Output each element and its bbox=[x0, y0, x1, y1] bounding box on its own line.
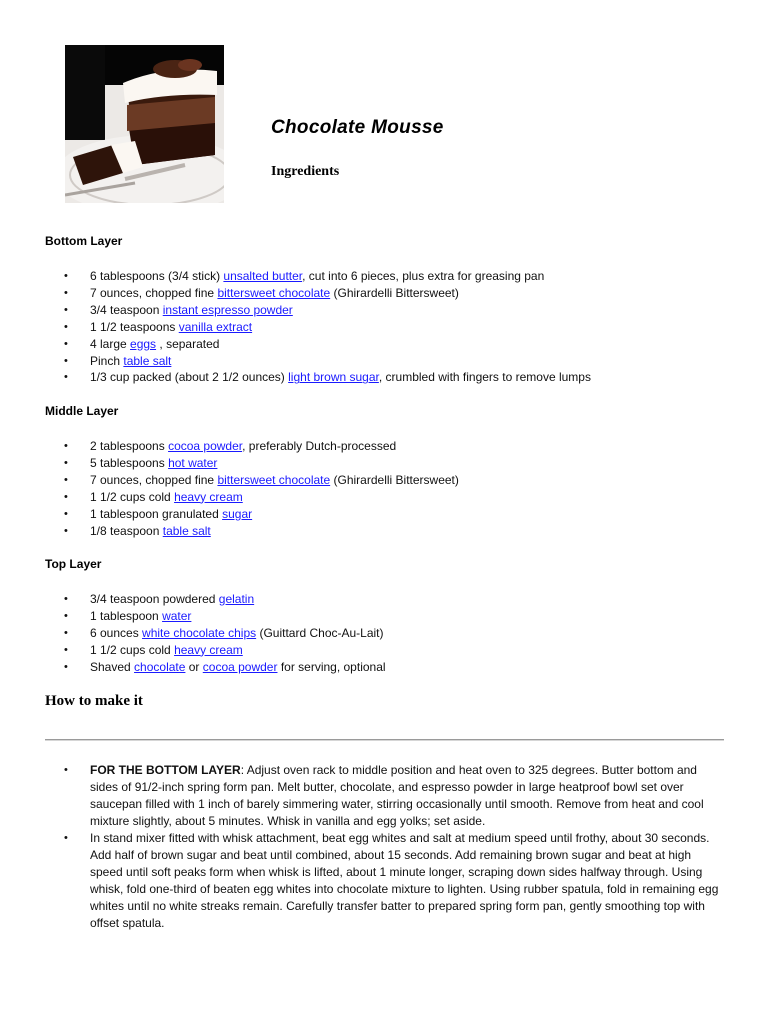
list-item: • 3/4 teaspoon instant espresso powder bbox=[45, 302, 591, 319]
list-item: • 1 1/2 cups cold heavy cream bbox=[45, 642, 386, 659]
list-item: • 1/8 teaspoon table salt bbox=[45, 523, 459, 540]
ingredient-link[interactable]: water bbox=[162, 608, 192, 623]
middle-layer-list bbox=[45, 438, 459, 539]
ingredient-link[interactable]: light brown sugar bbox=[288, 370, 379, 385]
list-item: • 4 large eggs , separated bbox=[45, 336, 591, 353]
list-item: • 2 tablespoons cocoa powder, preferably Dutch-processed bbox=[45, 438, 459, 455]
ingredient-link[interactable]: sugar bbox=[222, 506, 253, 521]
list-item: • 6 tablespoons (3/4 stick) unsalted butter, cut into 6 pieces, plus extra for greasing pan bbox=[45, 268, 591, 285]
ingredient-link[interactable]: gelatin bbox=[218, 592, 255, 606]
ingredient-link[interactable]: unsalted butter bbox=[223, 269, 303, 283]
recipe-title: Chocolate Mousse bbox=[271, 117, 444, 138]
ingredient-link[interactable]: heavy cream bbox=[174, 642, 243, 657]
ingredients-heading: Ingredients bbox=[271, 164, 340, 179]
list-item: • 5 tablespoons hot water bbox=[45, 455, 459, 472]
list-item: • 1 1/2 teaspoons vanilla extract bbox=[45, 319, 591, 336]
ingredient-link[interactable]: cocoa powder bbox=[168, 439, 243, 453]
ingredient-link[interactable]: instant espresso powder bbox=[162, 302, 293, 317]
top-layer-list bbox=[45, 591, 386, 676]
middle-layer-heading: Middle Layer bbox=[45, 404, 119, 418]
bottom-layer-list bbox=[45, 268, 591, 386]
how-to-heading: How to make it bbox=[45, 693, 143, 709]
step-text: : Adjust oven rack to middle position and heat oven to 325 degrees. Butter bottom and sides of 91/2-inch spring form pan. Melt butter, chocolate, and espresso powder in large heatproof bowl set over saucepan filled with 1 inch of barely simmering water, stirring occasionally until smooth. Remove from heat and cool mixture slightly, about 5 minutes. Whisk in vanilla and egg yolks; set aside. bbox=[90, 763, 704, 828]
ingredient-link[interactable]: chocolate bbox=[134, 659, 186, 674]
list-item: • 1 tablespoon granulated sugar bbox=[45, 506, 459, 523]
ingredient-link[interactable]: heavy cream bbox=[174, 489, 243, 504]
divider bbox=[45, 739, 724, 741]
ingredient-link[interactable]: bittersweet chocolate bbox=[217, 285, 331, 300]
bottom-layer-heading: Bottom Layer bbox=[45, 234, 123, 248]
list-item: • 7 ounces, chopped fine bittersweet chocolate (Ghirardelli Bittersweet) bbox=[45, 472, 459, 489]
ingredient-link[interactable]: table salt bbox=[123, 353, 172, 368]
top-layer-heading: Top Layer bbox=[45, 557, 102, 571]
list-item: • Shaved chocolate or cocoa powder for serving, optional bbox=[45, 659, 386, 676]
step-text: In stand mixer fitted with whisk attachment, beat egg whites and salt at medium speed until frothy, about 30 seconds. Add half of brown sugar and beat until combined, about 15 seconds. Add remaining brown sugar and beat at high speed until soft peaks form when whisk is lifted, about 1 minute longer, scraping down sides halfway through. Using whisk, fold one-third of beaten egg whites into chocolate mixture to lighten. Using rubber spatula, fold in remaining egg whites until no white streaks remain. Carefully transfer batter to prepared spring form pan, gently smoothing top with offset spatula. bbox=[90, 831, 719, 930]
mousse-cake-photo bbox=[65, 45, 224, 203]
ingredient-link[interactable]: table salt bbox=[162, 523, 211, 538]
instructions-list bbox=[45, 762, 725, 932]
ingredient-link[interactable]: eggs bbox=[130, 336, 157, 351]
ingredient-link[interactable]: vanilla extract bbox=[178, 319, 253, 334]
ingredient-link[interactable]: cocoa powder bbox=[202, 659, 278, 674]
list-item: • 1 1/2 cups cold heavy cream bbox=[45, 489, 459, 506]
list-item: • 1/3 cup packed (about 2 1/2 ounces) light brown sugar, crumbled with fingers to remove lumps bbox=[45, 369, 591, 386]
instruction-step bbox=[45, 762, 725, 830]
list-item: • Pinch table salt bbox=[45, 353, 591, 370]
list-item: • 1 tablespoon water bbox=[45, 608, 386, 625]
list-item: • 6 ounces white chocolate chips (Guittard Choc-Au-Lait) bbox=[45, 625, 386, 642]
list-item: • 3/4 teaspoon powdered gelatin bbox=[45, 591, 386, 608]
ingredient-link[interactable]: hot water bbox=[168, 455, 218, 470]
step-lead: FOR THE BOTTOM LAYER bbox=[90, 763, 241, 777]
ingredient-link[interactable]: bittersweet chocolate bbox=[217, 472, 331, 487]
list-item: • 7 ounces, chopped fine bittersweet chocolate (Ghirardelli Bittersweet) bbox=[45, 285, 591, 302]
ingredient-link[interactable]: white chocolate chips bbox=[142, 625, 257, 640]
instruction-step bbox=[45, 830, 725, 932]
